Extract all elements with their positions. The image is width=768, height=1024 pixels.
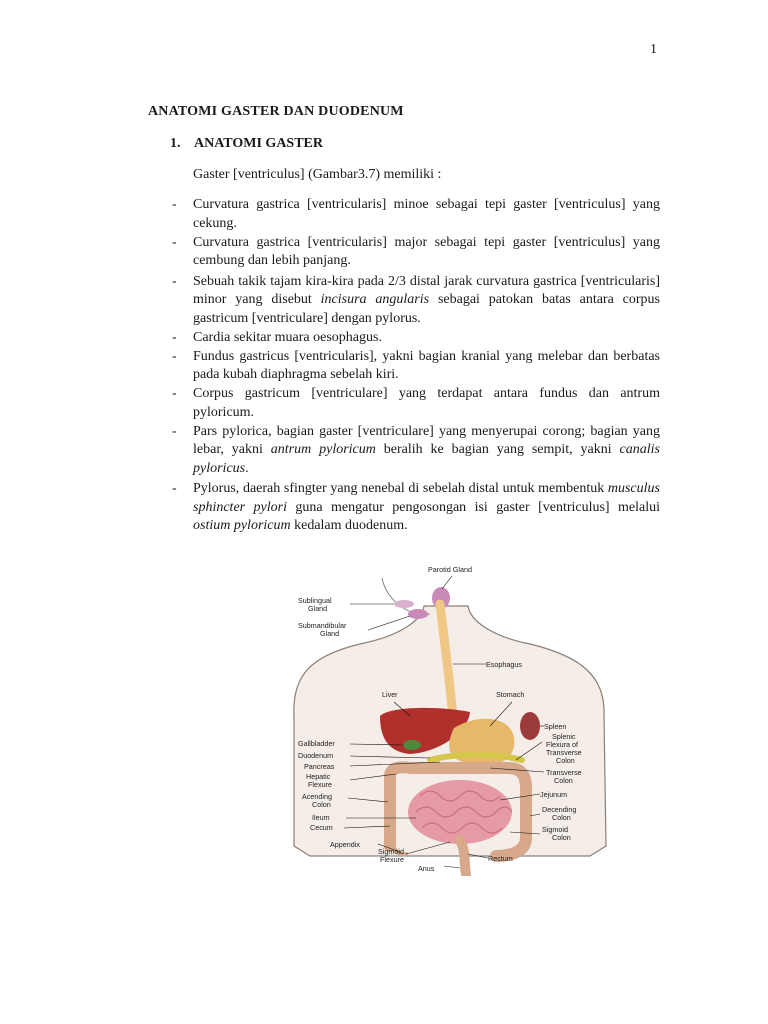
label-sigmoid-flexure-line1: Sigmoid bbox=[378, 847, 404, 856]
list-item bbox=[170, 348, 660, 385]
label-anus: Anus bbox=[418, 864, 435, 873]
label-ileum: Ileum bbox=[312, 813, 330, 822]
label-submandibular-line2: Gland bbox=[320, 629, 340, 638]
list-item-text: Pars pylorica, bagian gaster [ventriculare] yang menyerupai corong; bagian yang lebar, yakni bbox=[193, 423, 660, 457]
section-title: ANATOMI GASTER bbox=[194, 136, 324, 151]
label-cecum: Cecum bbox=[310, 823, 333, 832]
list-item bbox=[170, 273, 660, 329]
list-item bbox=[170, 329, 660, 348]
label-submandibular-line1: Submandibular bbox=[298, 621, 347, 630]
sublingual-gland-shape bbox=[394, 600, 414, 608]
label-hepatic-line2: Flexure bbox=[308, 780, 332, 789]
list-item-text: Cardia sekitar muara oesophagus. bbox=[193, 329, 382, 345]
label-transverse-line1: Transverse bbox=[546, 768, 582, 777]
label-hepatic-line1: Hepatic bbox=[306, 772, 331, 781]
label-parotid-gland: Parotid Gland bbox=[428, 565, 472, 574]
section-heading bbox=[170, 136, 323, 152]
label-hepatic-flexure bbox=[306, 772, 332, 789]
list-item-text: . bbox=[245, 460, 249, 476]
italic-term: antrum pyloricum bbox=[270, 442, 376, 457]
label-liver: Liver bbox=[382, 690, 398, 699]
label-sublingual-line2: Gland bbox=[308, 604, 328, 613]
label-decending-line2: Colon bbox=[552, 813, 571, 822]
list-item-text: Sebuah takik tajam kira-kira pada 2/3 distal jarak curvatura gastrica [ventricularis] minor yang disebut bbox=[193, 273, 660, 307]
list-item-text: sebagai patokan batas antara corpus gastricum [ventriculare] dengan pylorus. bbox=[193, 292, 660, 326]
digestive-system-figure bbox=[290, 556, 610, 876]
label-sigmoid-flexure bbox=[378, 847, 404, 864]
italic-term: ostium pyloricum bbox=[193, 518, 291, 533]
gallbladder-shape bbox=[403, 740, 421, 750]
italic-term: canalis pyloricus bbox=[193, 442, 660, 476]
label-sublingual-gland bbox=[298, 596, 332, 613]
list-item-text: Curvatura gastrica [ventricularis] major sebagai tepi gaster [ventriculus] yang cembung dan lebih panjang. bbox=[193, 234, 660, 268]
page-number: 1 bbox=[650, 42, 657, 57]
digestive-system-illustration bbox=[290, 556, 610, 876]
italic-term: incisura angularis bbox=[320, 292, 430, 307]
label-gallbladder: Gallbladder bbox=[298, 739, 335, 748]
label-transverse-line2: Colon bbox=[554, 776, 573, 785]
spleen-shape bbox=[520, 712, 540, 740]
submandibular-gland-shape bbox=[408, 609, 428, 619]
label-jejunum: Jejunum bbox=[540, 790, 568, 799]
section-number: 1. bbox=[170, 136, 181, 151]
label-sublingual-line1: Sublingual bbox=[298, 596, 332, 605]
list-item-text: Fundus gastricus [ventricularis], yakni bagian kranial yang melebar dan berbatas pada kubah diaphragma sebelah kiri. bbox=[193, 348, 660, 382]
intro-text: Gaster [ventriculus] (Gambar3.7) memiliki : bbox=[193, 167, 442, 182]
italic-term: musculus sphincter pylori bbox=[193, 481, 660, 515]
label-stomach: Stomach bbox=[496, 690, 525, 699]
label-splenic-line1: Splenic bbox=[552, 732, 576, 741]
label-sigmoid-colon-line2: Colon bbox=[552, 833, 571, 842]
label-sigmoid-colon-line1: Sigmoid bbox=[542, 825, 568, 834]
list-item-text: kedalam duodenum. bbox=[290, 518, 408, 533]
list-item bbox=[170, 385, 660, 422]
label-sigmoid-flexure-line2: Flexure bbox=[380, 855, 404, 864]
list-item bbox=[170, 423, 660, 479]
list-item bbox=[170, 480, 660, 536]
label-submandibular-gland bbox=[298, 621, 347, 638]
label-appendix: Appendix bbox=[330, 840, 360, 849]
list-item bbox=[170, 234, 660, 271]
list-item-text: beralih ke bagian yang sempit, yakni bbox=[375, 442, 620, 457]
label-esophagus: Esophagus bbox=[486, 660, 522, 669]
label-acending-line2: Colon bbox=[312, 800, 331, 809]
label-acending-line1: Acending bbox=[302, 792, 332, 801]
label-spleen: Spleen bbox=[544, 722, 567, 731]
document-title: ANATOMI GASTER DAN DUODENUM bbox=[148, 104, 404, 119]
label-duodenum: Duodenum bbox=[298, 751, 334, 760]
label-decending-line1: Decending bbox=[542, 805, 577, 814]
label-splenic-line2: Flexura of bbox=[546, 740, 578, 749]
label-splenic-line4: Colon bbox=[556, 756, 575, 765]
label-splenic-line3: Transverse bbox=[546, 748, 582, 757]
list-item bbox=[170, 196, 660, 233]
label-pancreas: Pancreas bbox=[304, 762, 335, 771]
list-item-text: guna mengatur pengosongan isi gaster [ventriculus] melalui bbox=[286, 499, 660, 515]
rectum-shape bbox=[460, 840, 466, 874]
list-item-text: Pylorus, daerah sfingter yang nenebal di sebelah distal untuk membentuk bbox=[193, 481, 608, 496]
list-item-text: Curvatura gastrica [ventricularis] minoe sebagai tepi gaster [ventriculus] yang cekung. bbox=[193, 197, 660, 231]
feature-list bbox=[170, 196, 660, 536]
list-item-text: Corpus gastricum [ventriculare] yang terdapat antara fundus dan antrum pyloricum. bbox=[193, 386, 660, 420]
label-rectum: Rectum bbox=[488, 854, 513, 863]
